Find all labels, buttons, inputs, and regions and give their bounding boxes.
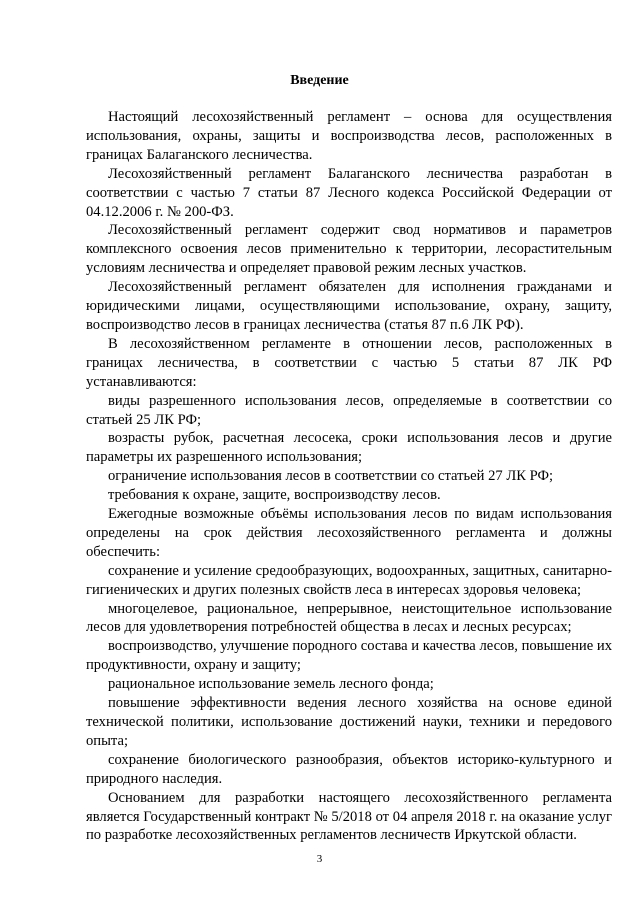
- paragraph-5: В лесохозяйственном регламенте в отношении лесов, расположенных в границах лесничества, в соответствии с частью 5 статьи 87 ЛК РФ устанавливаются:: [86, 335, 612, 390]
- list-item-5: сохранение и усиление средообразующих, водоохранных, защитных, санитарно-гигиенических и других полезных свойств леса в интересах здоровья человека;: [86, 562, 612, 598]
- list-item-7: воспроизводство, улучшение породного состава и качества лесов, повышение их продуктивности, охрану и защиту;: [86, 638, 612, 674]
- page-title: Введение: [290, 73, 349, 88]
- paragraph-1: Настоящий лесохозяйственный регламент – основа для осуществления использования, охраны, защиты и воспроизводства лесов, расположенных в границах Балаганского лесничества.: [86, 109, 612, 163]
- paragraph-4: Лесохозяйственный регламент обязателен для исполнения гражданами и юридическими лицами, осуществляющими использование, охрану, защиту, воспроизводство лесов в границах лесничества (статья 87 п.6 ЛК РФ).: [86, 279, 612, 333]
- list-item-6: многоцелевое, рациональное, непрерывное, неистощительное использование лесов для удовлетворения потребностей общества в лесах и лесных ресурсах;: [86, 600, 612, 636]
- paragraph-2: Лесохозяйственный регламент Балаганского лесничества разработан в соответствии с частью 7 статьи 87 Лесного кодекса Российской Федерации от 04.12.2006 г. № 200-ФЗ.: [86, 165, 612, 220]
- list-item-4: требования к охране, защите, воспроизводству лесов.: [108, 487, 441, 504]
- page-number: 3: [316, 853, 323, 865]
- paragraph-3: Лесохозяйственный регламент содержит свод нормативов и параметров комплексного освоения лесов применительно к территории, лесорастительным условиям лесничества и определяет правовой режим лесных участков.: [86, 222, 612, 277]
- list-item-9: повышение эффективности ведения лесного хозяйства на основе единой технической политики, использование достижений науки, техники и передового опыта;: [86, 695, 612, 749]
- list-item-1: виды разрешенного использования лесов, определяемые в соответствии со статьей 25 ЛК РФ;: [86, 392, 612, 428]
- paragraph-6: Ежегодные возможные объёмы использования лесов по видам использования определены на срок действия лесохозяйственного регламента и должны обеспечить:: [86, 506, 612, 560]
- list-item-8: рациональное использование земель лесного фонда;: [108, 676, 434, 693]
- document-body: [86, 108, 612, 845]
- list-item-10: сохранение биологического разнообразия, объектов историко-культурного и природного наследия.: [86, 751, 612, 787]
- list-item-3: ограничение использования лесов в соответствии со статьей 27 ЛК РФ;: [108, 468, 554, 485]
- list-item-2: возрасты рубок, расчетная лесосека, сроки использования лесов и другие параметры их разрешенного использования;: [86, 430, 612, 466]
- paragraph-7: Основанием для разработки настоящего лесохозяйственного регламента является Государственный контракт № 5/2018 от 04 апреля 2018 г. на оказание услуг по разработке лесохозяйственных регламентов лесничеств Иркутской области.: [86, 789, 612, 844]
